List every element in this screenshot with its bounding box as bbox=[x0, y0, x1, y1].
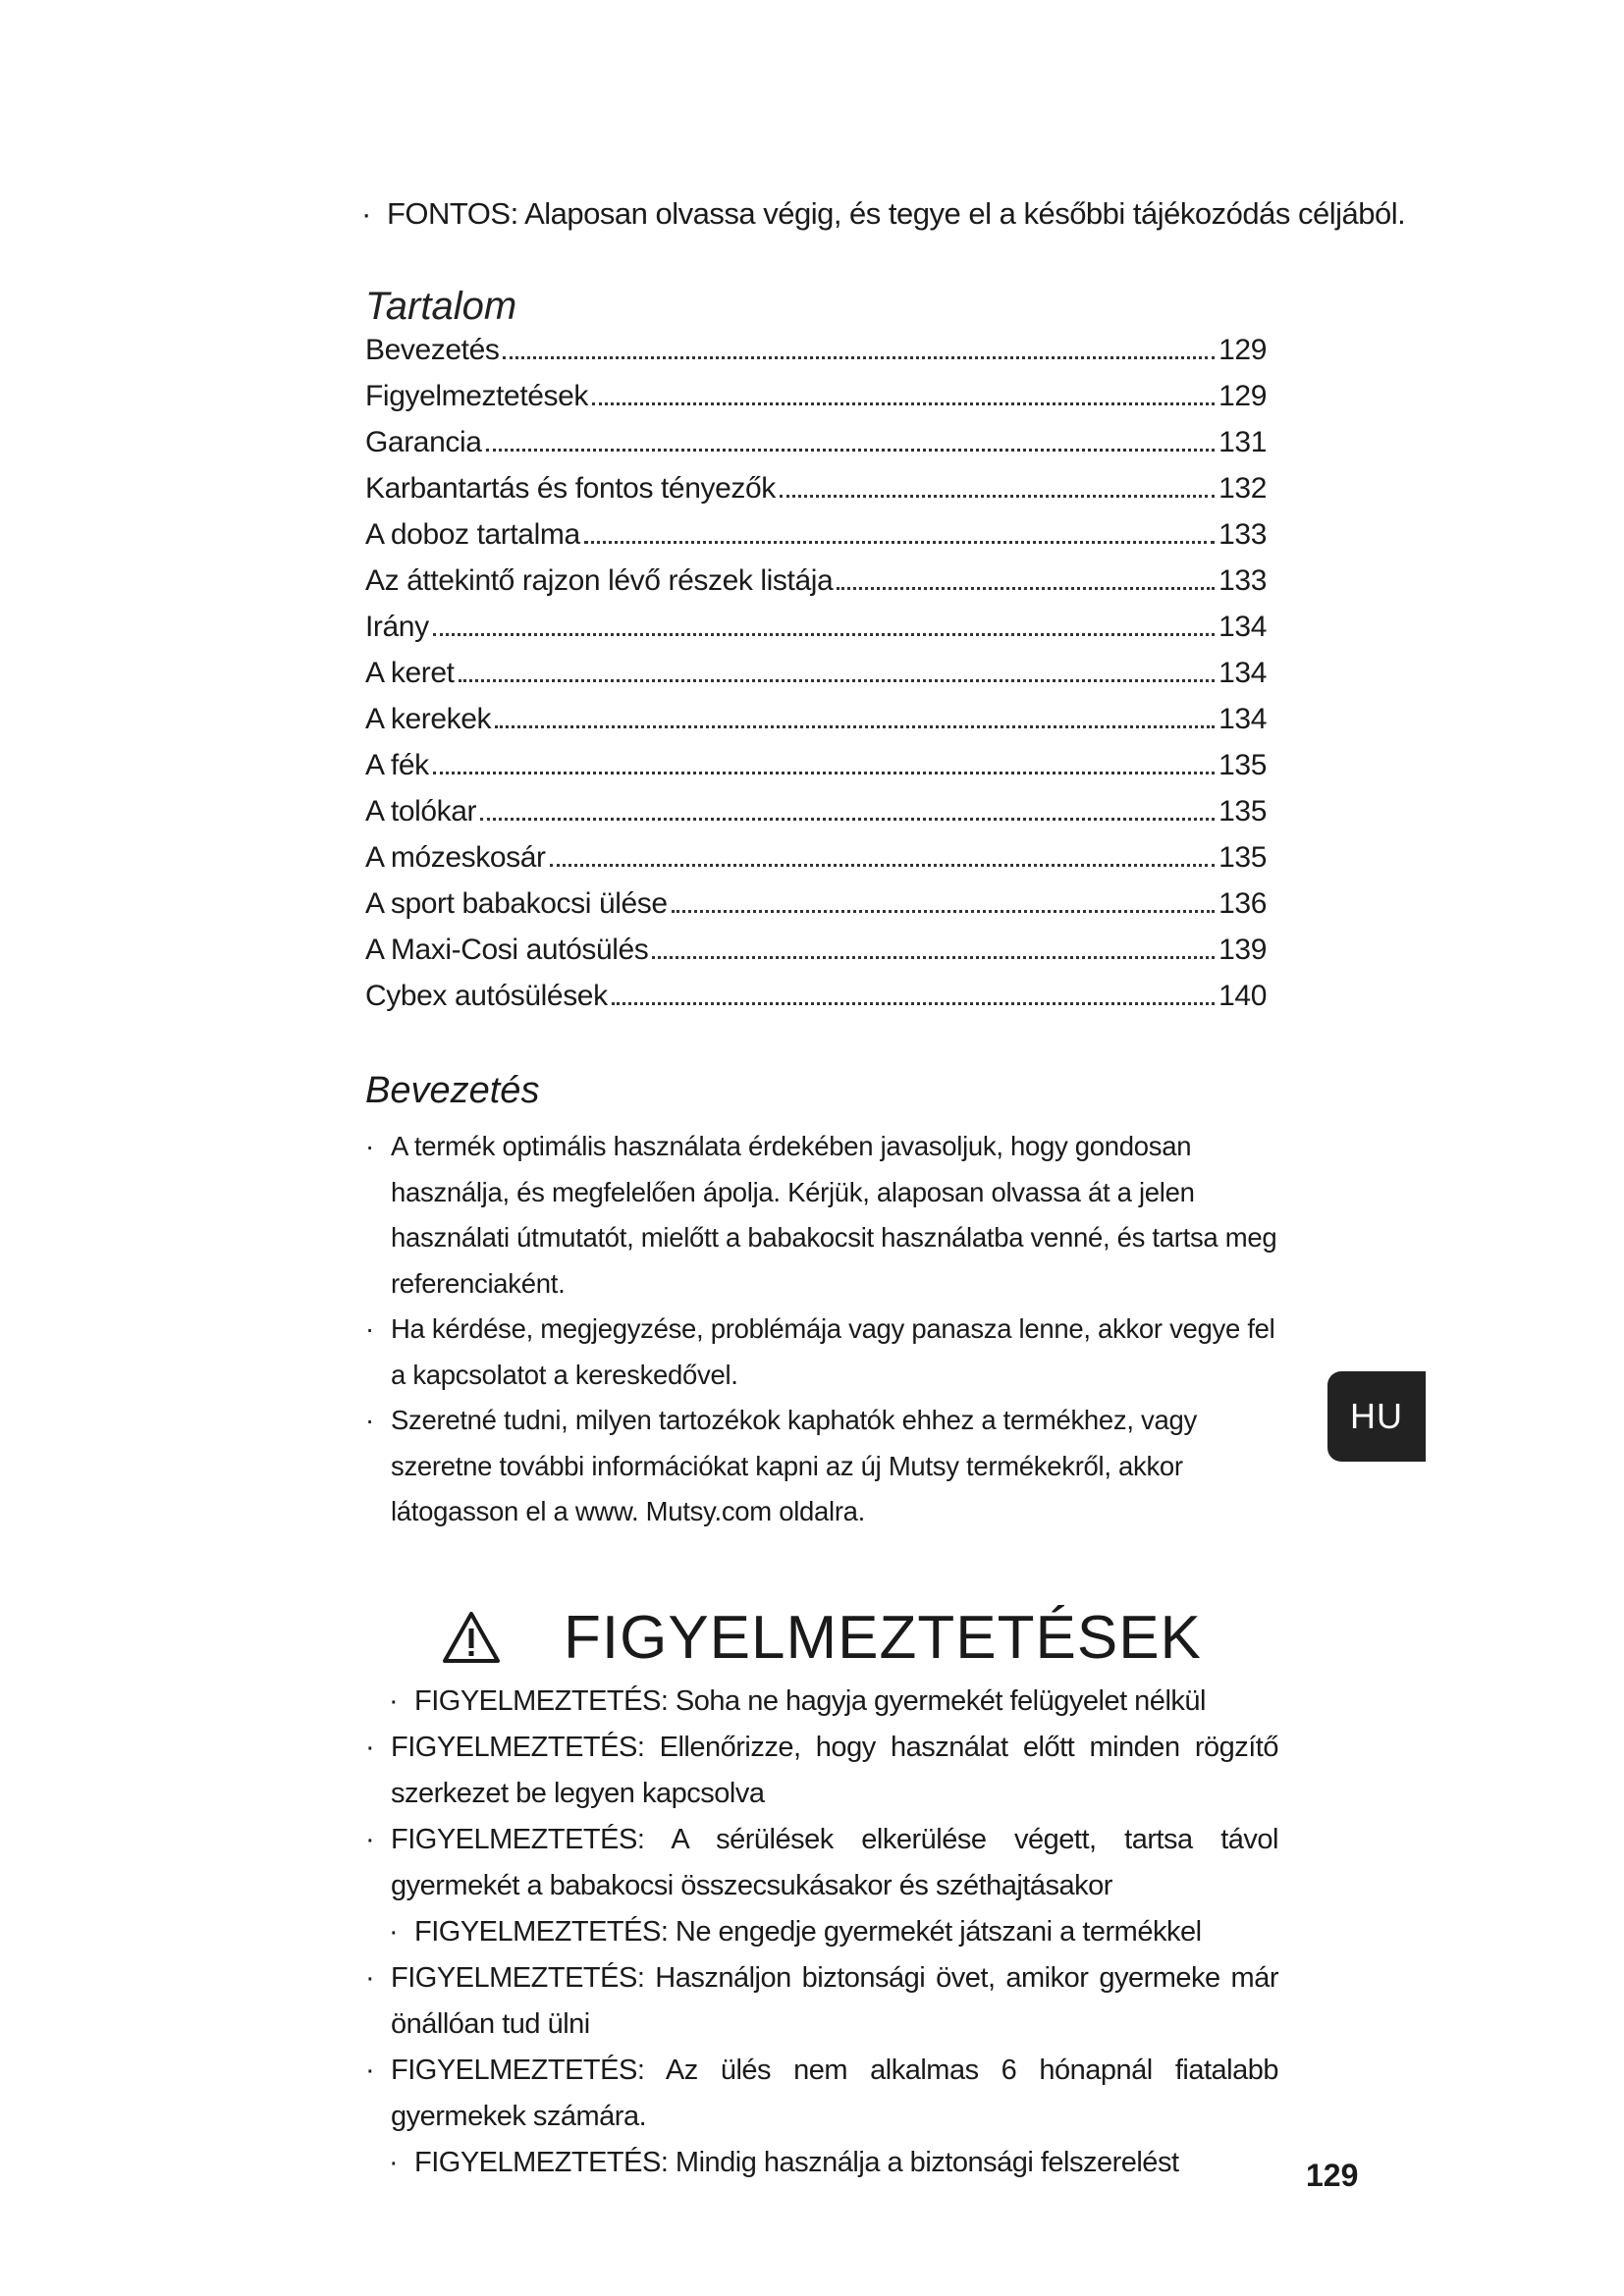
toc-entry-page: 136 bbox=[1218, 887, 1267, 920]
toc-entry[interactable] bbox=[365, 749, 1267, 795]
toc-entry[interactable] bbox=[365, 887, 1267, 934]
intro-item-text: A termék optimális használata érdekében javasoljuk, hogy gondosan használja, és megfelelően ápolja. Kérjük, alaposan olvassa át a jelen használati útmutatót, mielőtt a babakocsit használatba venné, és tartsa meg referenciaként. bbox=[391, 1131, 1277, 1299]
warning-text: FIGYELMEZTETÉS: Használjon biztonsági övet, amikor gyermeke már önállóan tud ülni bbox=[391, 1962, 1278, 2040]
toc-entry-label: A doboz tartalma bbox=[365, 518, 580, 551]
toc-entry-page: 135 bbox=[1218, 841, 1267, 874]
toc-entry-page: 129 bbox=[1218, 380, 1267, 412]
bullet: · bbox=[365, 1824, 375, 1855]
toc-entry[interactable] bbox=[365, 472, 1267, 518]
toc-entry-label: Cybex autósülések bbox=[365, 980, 608, 1012]
toc-entry-page: 139 bbox=[1218, 934, 1267, 966]
toc-entry[interactable] bbox=[365, 518, 1267, 564]
toc-entry-page: 132 bbox=[1218, 472, 1267, 505]
list-item bbox=[365, 1955, 1278, 2048]
toc-entry-label: A sport babakocsi ülése bbox=[365, 887, 668, 920]
page-number: 129 bbox=[1306, 2158, 1359, 2193]
toc-entry[interactable] bbox=[365, 980, 1267, 1026]
list-item bbox=[365, 1307, 1278, 1398]
toc-entry[interactable] bbox=[365, 841, 1267, 887]
toc-entry[interactable] bbox=[365, 934, 1267, 980]
toc-entry-label: A Maxi-Cosi autósülés bbox=[365, 934, 649, 966]
list-item bbox=[365, 1817, 1278, 1909]
toc-entry-page: 135 bbox=[1218, 795, 1267, 828]
toc-entry[interactable] bbox=[365, 426, 1267, 472]
intro-item-text: Ha kérdése, megjegyzése, problémája vagy panasza lenne, akkor vegye fel a kapcsolatot a kereskedővel. bbox=[391, 1313, 1275, 1390]
toc-entry[interactable] bbox=[365, 334, 1267, 380]
warning-triangle-icon bbox=[442, 1611, 501, 1664]
toc-entry[interactable] bbox=[365, 703, 1267, 749]
toc-entry-label: Az áttekintő rajzon lévő részek listája bbox=[365, 564, 834, 597]
bullet: · bbox=[365, 1732, 375, 1763]
warnings-list bbox=[365, 1679, 1278, 2186]
bullet: · bbox=[361, 196, 371, 231]
toc-entry-page: 134 bbox=[1218, 657, 1267, 689]
toc-entry-label: Bevezetés bbox=[365, 334, 500, 366]
intro-list bbox=[365, 1124, 1278, 1535]
bullet: · bbox=[365, 2055, 375, 2086]
warnings-heading bbox=[442, 1598, 1202, 1677]
list-item bbox=[365, 1725, 1278, 1817]
important-note-text: FONTOS: Alaposan olvassa végig, és tegye el a későbbi tájékozódás céljából. bbox=[387, 196, 1406, 231]
toc-entry-label: Garancia bbox=[365, 426, 482, 458]
toc-entry-label: A fék bbox=[365, 749, 429, 781]
table-of-contents bbox=[365, 334, 1267, 1026]
toc-entry[interactable] bbox=[365, 611, 1267, 657]
toc-entry-page: 133 bbox=[1218, 564, 1267, 597]
toc-entry-label: Karbantartás és fontos tényezők bbox=[365, 472, 776, 505]
intro-item-text: Szeretné tudni, milyen tartozékok kaphatók ehhez a termékhez, vagy szeretne további információkat kapni az új Mutsy termékekről, akkor látogasson el a www. Mutsy.com oldalra. bbox=[391, 1405, 1197, 1526]
warning-text: FIGYELMEZTETÉS: Ne engedje gyermekét játszani a termékkel bbox=[414, 1916, 1202, 1948]
warnings-title: FIGYELMEZTETÉSEK bbox=[564, 1603, 1202, 1672]
language-tab: HU bbox=[1327, 1371, 1426, 1462]
toc-entry-label: A mózeskosár bbox=[365, 841, 546, 874]
leader-dots bbox=[592, 401, 1215, 405]
important-note bbox=[361, 196, 1405, 232]
toc-entry[interactable] bbox=[365, 795, 1267, 841]
leader-dots bbox=[433, 771, 1215, 774]
toc-entry[interactable] bbox=[365, 564, 1267, 611]
bullet: · bbox=[365, 1962, 375, 1994]
list-item bbox=[365, 1398, 1278, 1535]
toc-entry-page: 131 bbox=[1218, 426, 1267, 458]
toc-entry[interactable] bbox=[365, 657, 1267, 703]
leader-dots bbox=[672, 909, 1215, 913]
toc-entry-page: 129 bbox=[1218, 334, 1267, 366]
warning-text: FIGYELMEZTETÉS: Ellenőrizze, hogy használat előtt minden rögzítő szerkezet be legyen kapcsolva bbox=[391, 1732, 1278, 1809]
bullet: · bbox=[389, 2147, 399, 2178]
leader-dots bbox=[612, 1001, 1215, 1005]
list-item bbox=[365, 1909, 1278, 1955]
toc-entry-label: A keret bbox=[365, 657, 455, 689]
leader-dots bbox=[459, 678, 1216, 682]
leader-dots bbox=[495, 724, 1215, 728]
bullet: · bbox=[365, 1405, 374, 1435]
leader-dots bbox=[433, 632, 1215, 636]
list-item bbox=[365, 1679, 1278, 1725]
leader-dots bbox=[780, 494, 1215, 498]
toc-entry-page: 133 bbox=[1218, 518, 1267, 551]
toc-entry[interactable] bbox=[365, 380, 1267, 426]
leader-dots bbox=[480, 817, 1215, 821]
list-item bbox=[365, 2140, 1278, 2186]
list-item bbox=[365, 1124, 1278, 1307]
leader-dots bbox=[652, 955, 1215, 959]
toc-entry-page: 135 bbox=[1218, 749, 1267, 781]
toc-entry-label: Irány bbox=[365, 611, 429, 643]
bullet: · bbox=[365, 1313, 374, 1344]
bullet: · bbox=[389, 1685, 399, 1717]
leader-dots bbox=[837, 586, 1215, 590]
bullet: · bbox=[365, 1131, 374, 1161]
leader-dots bbox=[584, 540, 1215, 544]
list-item bbox=[365, 2048, 1278, 2140]
warning-text: FIGYELMEZTETÉS: Az ülés nem alkalmas 6 hónapnál fiatalabb gyermekek számára. bbox=[391, 2055, 1278, 2132]
leader-dots bbox=[503, 355, 1215, 359]
toc-entry-label: A tolókar bbox=[365, 795, 477, 828]
toc-entry-page: 134 bbox=[1218, 703, 1267, 735]
bullet: · bbox=[389, 1916, 399, 1948]
intro-title: Bevezetés bbox=[365, 1070, 540, 1111]
toc-entry-page: 140 bbox=[1218, 980, 1267, 1012]
toc-entry-page: 134 bbox=[1218, 611, 1267, 643]
warning-text: FIGYELMEZTETÉS: Mindig használja a biztonsági felszerelést bbox=[414, 2147, 1179, 2178]
toc-entry-label: A kerekek bbox=[365, 703, 492, 735]
warning-text: FIGYELMEZTETÉS: A sérülések elkerülése végett, tartsa távol gyermekét a babakocsi összecsukásakor és széthajtásakor bbox=[391, 1824, 1278, 1901]
leader-dots bbox=[486, 448, 1216, 452]
toc-entry-label: Figyelmeztetések bbox=[365, 380, 589, 412]
leader-dots bbox=[550, 863, 1216, 867]
toc-title: Tartalom bbox=[365, 285, 517, 328]
warning-text: FIGYELMEZTETÉS: Soha ne hagyja gyermekét felügyelet nélkül bbox=[414, 1685, 1206, 1717]
